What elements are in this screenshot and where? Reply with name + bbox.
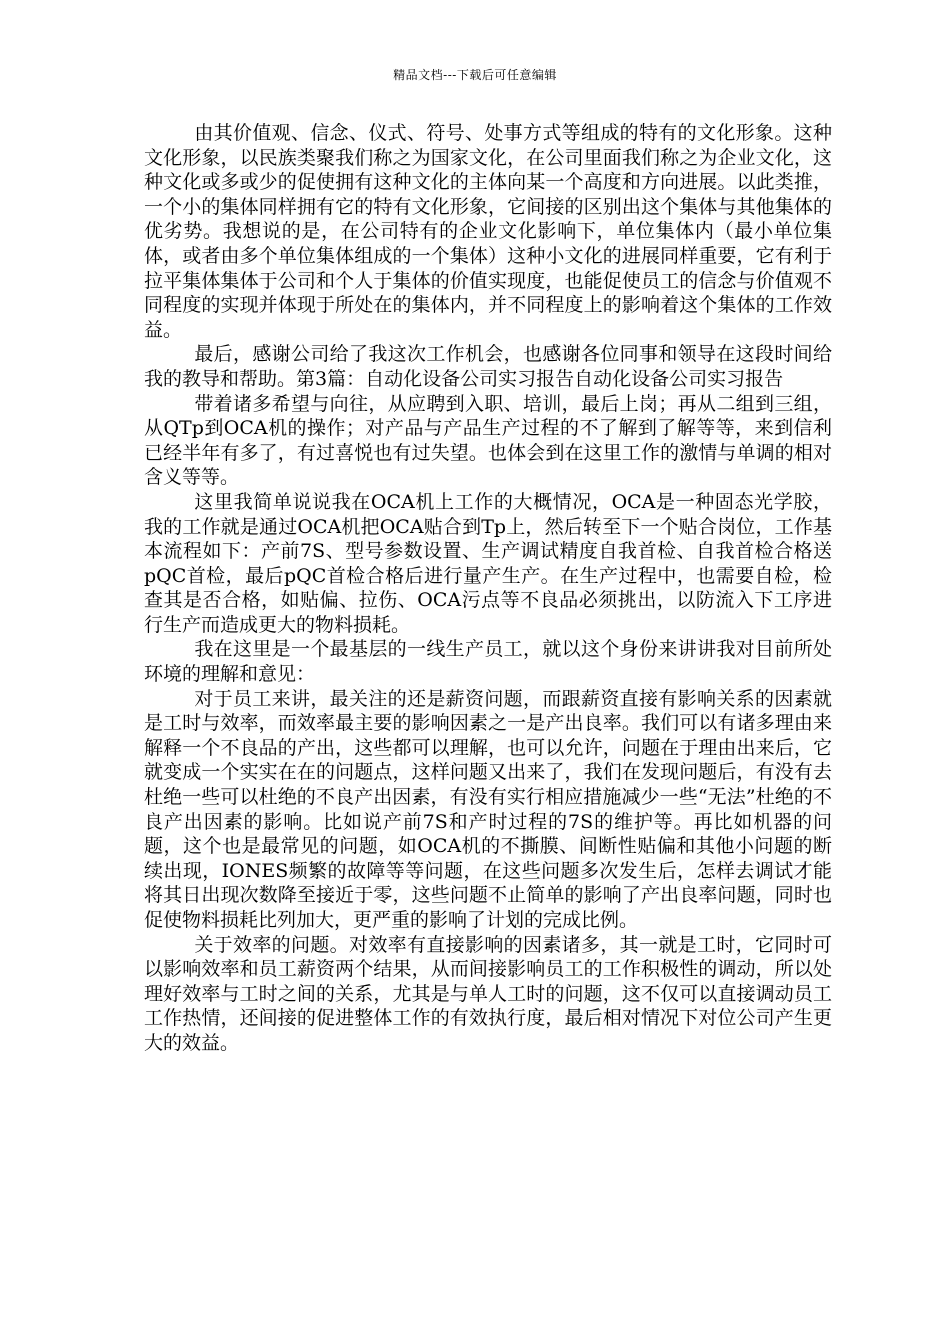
paragraph-6: 对于员工来讲，最关注的还是薪资问题，而跟薪资直接有影响关系的因素就是工时与效率，而效率最主要的影响因素之一是产出良率。我们可以有诸多理由来解释一个不良品的产出，这些都可以理解，也可以允许，问题在于理由出来后，它就变成一个实实在在的问题点，这样问题又出来了，我们在发现问题后，有没有去杜绝一些可以杜绝的不良产出因素，有没有实行相应措施减少一些“无法”杜绝的不良产出因素的影响。比如说产前7S和产时过程的7S的维护等。再比如机器的问题，这个也是最常见的问题，如OCA机的不撕膜、间断性贴偏和其他小问题的断续出现，IONES频繁的故障等等问题，在这些问题多次发生后，怎样去调试才能将其日出现次数降至接近于零，这些问题不止简单的影响了产出良率问题，同时也促使物料损耗比列加大，更严重的影响了计划的完成比例。 [144, 687, 832, 931]
paragraph-5: 我在这里是一个最基层的一线生产员工，就以这个身份来讲讲我对目前所处环境的理解和意见： [144, 638, 832, 686]
paragraph-4: 这里我简单说说我在OCA机上工作的大概情况，OCA是一种固态光学胶，我的工作就是通过OCA机把OCA贴合到Tp上，然后转至下一个贴合岗位，工作基本流程如下：产前7S、型号参数设置、生产调试精度自我首检、自我首检合格送pQC首检，最后pQC首检合格后进行量产生产。在生产过程中，也需要自检，检查其是否合格，如贴偏、拉伤、OCA污点等不良品必须挑出，以防流入下工序进行生产而造成更大的物料损耗。 [144, 490, 832, 636]
paragraph-2: 最后，感谢公司给了我这次工作机会，也感谢各位同事和领导在这段时间给我的教导和帮助。第3篇：自动化设备公司实习报告自动化设备公司实习报告 [144, 343, 832, 390]
paragraph-1: 由其价值观、信念、仪式、符号、处事方式等组成的特有的文化形象。这种文化形象，以民族类聚我们称之为国家文化，在公司里面我们称之为企业文化，这种文化或多或少的促使拥有这种文化的主体向某一个高度和方向进展。以此类推，一个小的集体同样拥有它的特有文化形象，它间接的区别出这个集体与其他集体的优劣势。我想说的是，在公司特有的企业文化影响下，单位集体内（最小单位集体，或者由多个单位集体组成的一个集体）这种小文化的进展同样重要，它有利于拉平集体集体于公司和个人于集体的价值实现度，也能促使员工的信念与价值观不同程度的实现并体现于所处在的集体内，并不同程度上的影响着这个集体的工作效益。 [144, 122, 832, 341]
paragraph-7: 关于效率的问题。对效率有直接影响的因素诸多，其一就是工时，它同时可以影响效率和员工薪资两个结果，从而间接影响员工的工作积极性的调动，所以处理好效率与工时之间的关系，尤其是与单人工时的问题，这不仅可以直接调动员工工作热情，还间接的促进整体工作的有效执行度，最后相对情况下对位公司产生更大的效益。 [144, 933, 832, 1054]
page-header: 精品文档---下载后可任意编辑 [393, 68, 557, 82]
paragraph-3: 带着诸多希望与向往，从应聘到入职、培训，最后上岗；再从二组到三组，从QTp到OCA机的操作；对产品与产品生产过程的不了解到了解等等，来到信利已经半年有多了，有过喜悦也有过失望。也体会到在这里工作的激情与单调的相对含义等等。 [144, 392, 832, 489]
document-body [144, 121, 832, 1056]
